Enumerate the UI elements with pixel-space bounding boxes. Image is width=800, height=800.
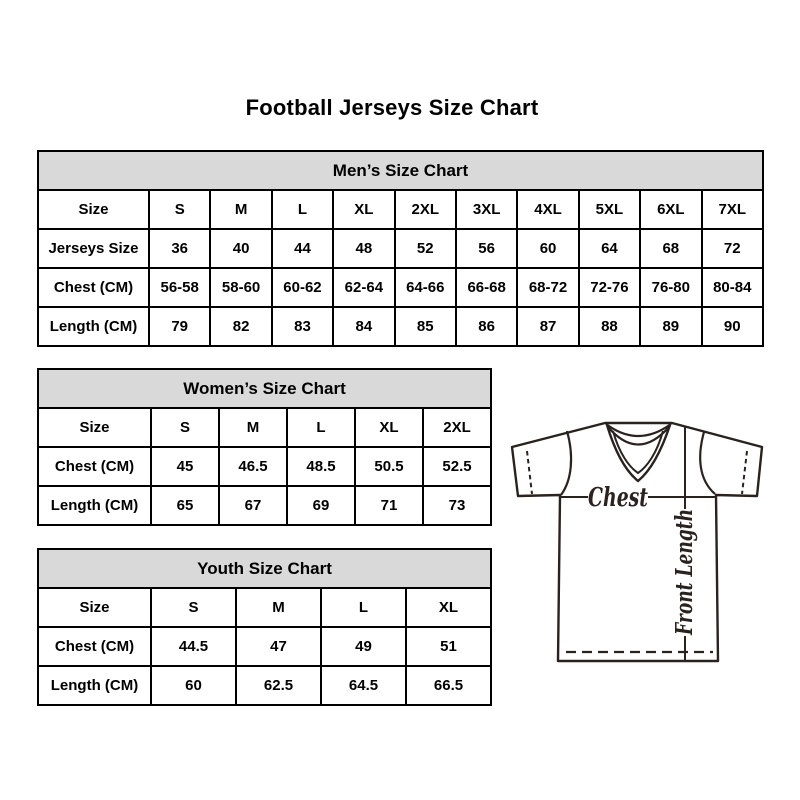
cell: 89 (640, 307, 701, 346)
cell: 48 (333, 229, 394, 268)
cell: 3XL (456, 190, 517, 229)
row-label: Chest (CM) (38, 627, 151, 666)
cell: 45 (151, 447, 219, 486)
cell: 84 (333, 307, 394, 346)
cell: 79 (149, 307, 210, 346)
cell: 72-76 (579, 268, 640, 307)
cell: 85 (395, 307, 456, 346)
cell: 49 (321, 627, 406, 666)
cell: 56 (456, 229, 517, 268)
cell: S (151, 588, 236, 627)
cell: 88 (579, 307, 640, 346)
youth-size-table (37, 548, 492, 706)
cell: 46.5 (219, 447, 287, 486)
table-row (38, 229, 763, 268)
front-length-label: Front Length (671, 465, 698, 635)
cell: 44 (272, 229, 333, 268)
cell: L (321, 588, 406, 627)
cell: 87 (517, 307, 578, 346)
jersey-diagram-svg (500, 408, 772, 670)
cell: 48.5 (287, 447, 355, 486)
cell: M (219, 408, 287, 447)
page-title: Football Jerseys Size Chart (245, 95, 539, 120)
chest-label: Chest (588, 483, 648, 513)
cell: 62.5 (236, 666, 321, 705)
cell: 56-58 (149, 268, 210, 307)
cell: 50.5 (355, 447, 423, 486)
cell: 47 (236, 627, 321, 666)
table-row (38, 666, 491, 705)
cell: 65 (151, 486, 219, 525)
cell: 4XL (517, 190, 578, 229)
table-title: Women’s Size Chart (38, 369, 491, 408)
row-label: Length (CM) (38, 486, 151, 525)
cell: L (287, 408, 355, 447)
cell: 52.5 (423, 447, 491, 486)
jersey-measurement-diagram (500, 408, 772, 670)
cell: 6XL (640, 190, 701, 229)
cell: 36 (149, 229, 210, 268)
cell: 86 (456, 307, 517, 346)
cell: 69 (287, 486, 355, 525)
cell: 44.5 (151, 627, 236, 666)
cell: L (272, 190, 333, 229)
cell: 66.5 (406, 666, 491, 705)
cell: 83 (272, 307, 333, 346)
cell: 64.5 (321, 666, 406, 705)
table-title: Men’s Size Chart (38, 151, 763, 190)
cell: S (149, 190, 210, 229)
cell: 67 (219, 486, 287, 525)
row-label: Size (38, 408, 151, 447)
cell: 7XL (702, 190, 763, 229)
cuff-stitch-dashed-line (527, 451, 532, 494)
table-title: Youth Size Chart (38, 549, 491, 588)
cell: 64 (579, 229, 640, 268)
cell: 68 (640, 229, 701, 268)
table-row (38, 190, 763, 229)
cell: 2XL (395, 190, 456, 229)
cell: S (151, 408, 219, 447)
table-row (38, 486, 491, 525)
cell: 62-64 (333, 268, 394, 307)
row-label: Length (CM) (38, 307, 149, 346)
cell: 66-68 (456, 268, 517, 307)
cell: 80-84 (702, 268, 763, 307)
cell: 76-80 (640, 268, 701, 307)
cell: 60 (517, 229, 578, 268)
cell: 58-60 (210, 268, 271, 307)
cell: XL (333, 190, 394, 229)
jersey-outline (512, 423, 762, 661)
table-row (38, 588, 491, 627)
cell: M (210, 190, 271, 229)
table-row (38, 447, 491, 486)
row-label: Length (CM) (38, 666, 151, 705)
table-row (38, 268, 763, 307)
row-label: Chest (CM) (38, 447, 151, 486)
armhole-seam (561, 431, 571, 495)
cell: 60 (151, 666, 236, 705)
cell: 68-72 (517, 268, 578, 307)
cell: 90 (702, 307, 763, 346)
cell: 72 (702, 229, 763, 268)
cell: 64-66 (395, 268, 456, 307)
cell: 52 (395, 229, 456, 268)
cell: 51 (406, 627, 491, 666)
cell: 60-62 (272, 268, 333, 307)
armhole-seam (700, 432, 715, 494)
cuff-stitch-dashed-line (742, 451, 747, 494)
cell: XL (355, 408, 423, 447)
table-row (38, 307, 763, 346)
cell: M (236, 588, 321, 627)
cell: XL (406, 588, 491, 627)
cell: 71 (355, 486, 423, 525)
cell: 5XL (579, 190, 640, 229)
womens-size-table (37, 368, 492, 526)
cell: 82 (210, 307, 271, 346)
row-label: Size (38, 190, 149, 229)
table-row (38, 627, 491, 666)
cell: 2XL (423, 408, 491, 447)
cell: 73 (423, 486, 491, 525)
table-row (38, 408, 491, 447)
row-label: Chest (CM) (38, 268, 149, 307)
row-label: Size (38, 588, 151, 627)
cell: 40 (210, 229, 271, 268)
row-label: Jerseys Size (38, 229, 149, 268)
mens-size-table (37, 150, 764, 347)
